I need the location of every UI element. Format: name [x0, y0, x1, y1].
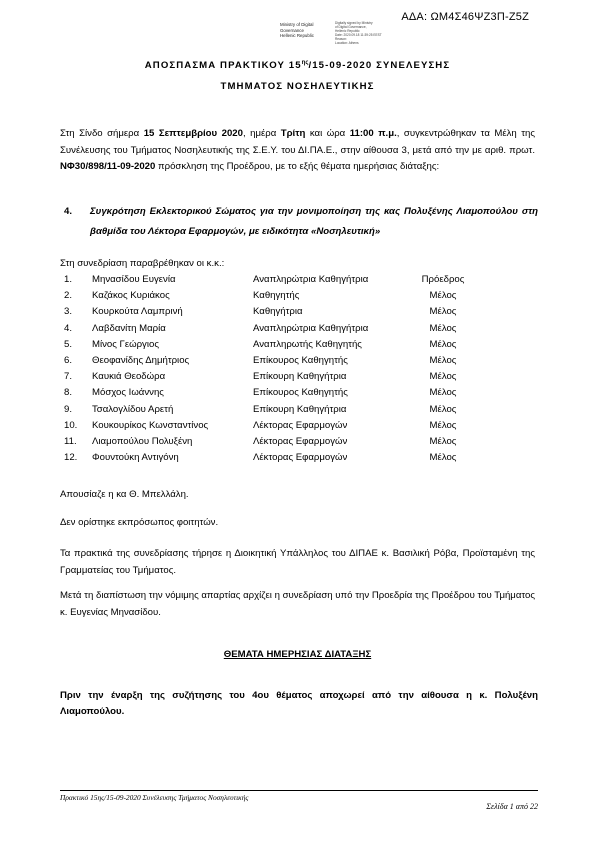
attendee-name: Μίνος Γεώργιος: [92, 338, 159, 350]
attendee-row: [60, 274, 500, 290]
attendee-name: Μόσχος Ιωάννης: [92, 387, 164, 399]
attendee-rank: Αναπληρωτής Καθηγητής: [253, 338, 362, 350]
attendee-name: Κουκουρίκος Κωνσταντίνος: [92, 419, 209, 431]
attendee-row: [60, 339, 500, 355]
signature-signer-line: Ministry of Digital: [280, 22, 314, 27]
meeting-day: Τρίτη: [280, 128, 306, 139]
attendee-name: Κουρκούτα Λαμπρινή: [92, 306, 183, 318]
intro-text: πρόσκληση της Προέδρου, με το εξής θέματα ημερήσιας διάταξης:: [155, 161, 440, 172]
signature-detail-line: Digitally signed by Ministry: [335, 21, 373, 25]
attendee-rank: Λέκτορας Εφαρμογών: [253, 435, 348, 447]
agenda-item: [64, 202, 538, 242]
signature-detail-line: Hellenic Republic: [335, 28, 360, 33]
document-title: [0, 60, 595, 71]
attendee-name: Λιαμοπούλου Πολυξένη: [92, 435, 193, 447]
attendee-rank: Καθηγήτρια: [253, 306, 303, 318]
footer-divider: [60, 790, 538, 791]
attendee-number: 9.: [64, 403, 73, 415]
intro-text: Στη Σίνδο σήμερα: [60, 128, 144, 139]
attendee-row: [60, 306, 500, 322]
attendee-row: [60, 371, 500, 387]
title-sup: ης: [301, 60, 309, 66]
quorum-note: Μετά τη διαπίστωση την νόμιμης απαρτίας αρχίζει η συνεδρίαση υπό την Προεδρία της Προέδρου του Τμήματος κ. Ευγενίας Μηνασίδου.: [60, 590, 535, 618]
students-note: Δεν ορίστηκε εκπρόσωπος φοιτητών.: [60, 517, 219, 528]
attendee-number: 2.: [64, 290, 73, 302]
attendee-number: 7.: [64, 371, 73, 383]
attendee-row: [60, 290, 500, 306]
footer-document-name: Πρακτικό 15ης/15-09-2020 Συνέλευσης Τμήματος Νοσηλευτικής: [60, 793, 249, 802]
attendee-rank: Λέκτορας Εφαρμογών: [253, 452, 348, 464]
attendee-row: [60, 355, 500, 371]
attendees-list: [60, 274, 500, 468]
meeting-time: 11:00 π.μ.: [349, 128, 397, 139]
signature-signer-line: Governance: [280, 27, 304, 33]
signature-details: [335, 22, 405, 45]
attendee-row: [60, 404, 500, 420]
attendee-role: Μέλος: [429, 419, 457, 431]
intro-paragraph: [60, 126, 535, 176]
attendee-role: Μέλος: [429, 435, 457, 447]
minutes-keeper-note: Τα πρακτικά της συνεδρίασης τήρησε η Διοικητική Υπάλληλος του ΔΙΠΑΕ κ. Βασιλική Ρόβα, Προϊσταμένη της Γραμματείας του Τμήματος.: [60, 548, 535, 576]
agenda-item-number: 4.: [64, 206, 73, 217]
attendee-rank: Αναπληρώτρια Καθηγήτρια: [253, 322, 369, 334]
attendee-rank: Επίκουρος Καθηγητής: [253, 354, 348, 366]
recusal-note: Πριν την έναρξη της συζήτησης του 4ου θέματος αποχωρεί από την αίθουσα η κ. Πολυξένη Λιαμοπούλου.: [60, 690, 538, 717]
attendee-rank: Επίκουρη Καθηγήτρια: [253, 403, 347, 415]
attendee-number: 11.: [64, 435, 77, 447]
attendee-name: Τσαλογλίδου Αρετή: [92, 403, 174, 415]
attendee-number: 8.: [64, 387, 73, 399]
attendee-role: Πρόεδρος: [421, 274, 465, 285]
signature-detail-line: Location: Athens: [335, 40, 359, 45]
attendee-rank: Καθηγητής: [253, 290, 300, 302]
department-title: ΤΜΗΜΑΤΟΣ ΝΟΣΗΛΕΥΤΙΚΗΣ: [220, 81, 375, 92]
attendee-number: 1.: [64, 274, 73, 285]
attendee-role: Μέλος: [429, 322, 457, 334]
intro-text: , ημέρα: [242, 128, 281, 139]
attendee-number: 10.: [64, 419, 78, 431]
attendee-rank: Λέκτορας Εφαρμογών: [253, 419, 348, 431]
attendee-number: 12.: [64, 452, 78, 464]
attendee-row: [60, 436, 500, 452]
attendee-rank: Αναπληρώτρια Καθηγήτρια: [253, 274, 369, 285]
attendee-row: [60, 387, 500, 403]
attendee-number: 4.: [64, 322, 73, 334]
attendee-rank: Επίκουρος Καθηγητής: [253, 387, 348, 399]
ada-code: ΑΔΑ: ΩΜ4Σ46ΨΖ3Π-Ζ5Ζ: [401, 11, 529, 23]
attendee-number: 5.: [64, 338, 73, 350]
attendee-role: Μέλος: [429, 354, 457, 366]
attendee-row: [60, 420, 500, 436]
attendee-role: Μέλος: [429, 371, 457, 383]
intro-text: , συγκεντρώθηκαν τα Μέλη της Συνέλευσης του Τμήματος Νοσηλευτικής της Σ.Ε.Υ. του ΔΙ.ΠΑ.Ε., στην αίθουσα 3, μετά από την με αριθ. πρωτ.: [60, 128, 536, 156]
attendees-intro: Στη συνεδρίαση παραβρέθηκαν οι κ.κ.:: [60, 258, 225, 269]
attendee-role: Μέλος: [429, 403, 457, 415]
attendee-role: Μέλος: [429, 452, 457, 464]
attendee-number: 6.: [64, 354, 73, 366]
attendee-role: Μέλος: [429, 306, 457, 318]
signature-signer-line: Hellenic Republic: [280, 33, 314, 39]
signature-detail-line: of Digital Governance,: [335, 24, 367, 29]
absent-note: Απουσίαζε η κα Θ. Μπελλάλη.: [60, 489, 189, 500]
title-start: ΑΠΟΣΠΑΣΜΑ ΠΡΑΚΤΙΚΟΥ 15: [144, 60, 302, 72]
attendee-name: Θεοφανίδης Δημήτριος: [92, 354, 190, 366]
signature-detail-line: Date: 2020.09.18 11:39:25 EEST: [335, 32, 382, 37]
attendee-rank: Επίκουρη Καθηγήτρια: [253, 371, 347, 383]
title-end: /15-09-2020 ΣΥΝΕΛΕΥΣΗΣ: [308, 60, 451, 72]
intro-text: και ώρα: [305, 128, 350, 139]
attendee-role: Μέλος: [429, 387, 457, 399]
signature-detail-line: Reason:: [335, 36, 347, 41]
attendee-row: [60, 452, 500, 468]
meeting-date: 15 Σεπτεμβρίου 2020: [143, 128, 243, 139]
attendee-name: Λαβδανίτη Μαρία: [92, 322, 166, 334]
attendee-role: Μέλος: [429, 290, 457, 302]
agenda-item-text: Συγκρότηση Εκλεκτορικού Σώματος για την μονιμοποίηση της κας Πολυξένης Λιαμοπούλου στη βαθμίδα του Λέκτορα Εφαρμογών, με ειδικότητα «Νοσηλευτική»: [90, 206, 538, 237]
agenda-heading: ΘΕΜΑΤΑ ΗΜΕΡΗΣΙΑΣ ΔΙΑΤΑΞΗΣ: [223, 649, 372, 660]
attendee-number: 3.: [64, 306, 73, 318]
attendee-name: Φουντούκη Αντιγόνη: [92, 452, 179, 464]
attendee-row: [60, 323, 500, 339]
attendee-name: Καυκιά Θεοδώρα: [92, 371, 166, 383]
attendee-name: Καζάκος Κυριάκος: [92, 290, 170, 302]
page-number: Σελίδα 1 από 22: [486, 802, 538, 811]
protocol-number: ΝΦ30/898/11-09-2020: [60, 161, 156, 172]
signature-signer: [280, 22, 332, 39]
attendee-role: Μέλος: [429, 338, 457, 350]
attendee-name: Μηνασίδου Ευγενία: [92, 274, 176, 285]
